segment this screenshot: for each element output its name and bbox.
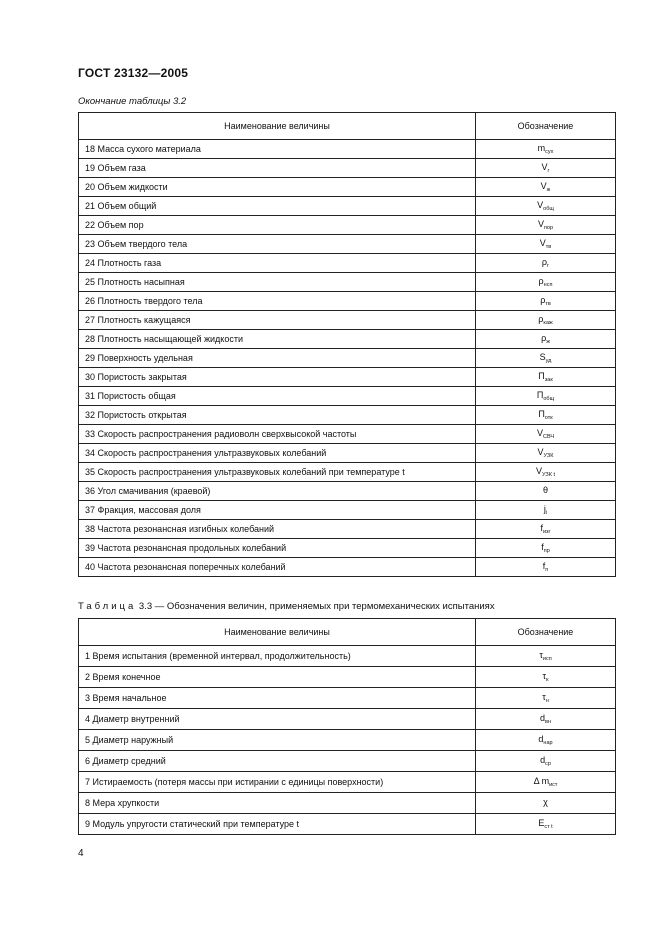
symbol-base: П [538,409,545,419]
quantity-symbol [476,558,616,577]
table1-caption: Окончание таблицы 3.2 [78,96,187,107]
symbol-subscript: уд [545,358,552,364]
table-row [79,197,616,216]
quantity-name: 5 Диаметр наружный [79,730,476,751]
quantity-symbol [476,159,616,178]
symbol-base: V [536,466,543,476]
table-row [79,646,616,667]
symbol-subscript: ж [546,187,551,193]
quantity-name: 37 Фракция, массовая доля [79,501,476,520]
symbol-base: d [538,734,544,744]
symbol-subscript: н [545,698,549,704]
page-number: 4 [78,848,84,859]
symbol-subscript: ср [545,761,551,767]
symbol-base: V [537,219,544,229]
table-header-row [79,113,616,140]
symbol-subscript: отк [544,415,553,421]
symbols-table-3-2 [78,112,616,577]
symbol-base: d [540,755,546,765]
symbol-base: χ [543,797,548,807]
symbol-subscript: ст t [544,824,553,830]
table-row [79,667,616,688]
symbol-subscript: тв [545,244,552,250]
quantity-symbol [476,235,616,254]
quantity-symbol [476,273,616,292]
symbol-subscript: общ [543,396,555,402]
table-header-row [79,619,616,646]
symbol-base: Δ m [533,776,550,786]
table-row [79,814,616,835]
quantity-symbol [476,793,616,814]
symbol-subscript: нар [543,740,553,746]
quantity-name: 29 Поверхность удельная [79,349,476,368]
symbols-table-3-3 [78,618,616,835]
symbol-subscript: вн [545,719,551,725]
table-row [79,539,616,558]
symbol-subscript: СВЧ [542,434,555,440]
quantity-symbol [476,140,616,159]
symbol-base: τ [539,650,543,660]
quantity-name: 18 Масса сухого материала [79,140,476,159]
quantity-symbol [476,814,616,835]
quantity-symbol [476,311,616,330]
quantity-name: 3 Время начальное [79,688,476,709]
table-row [79,311,616,330]
symbol-subscript: i [545,510,548,516]
quantity-name: 31 Пористость общая [79,387,476,406]
quantity-symbol [476,667,616,688]
table-row [79,368,616,387]
quantity-symbol [476,387,616,406]
symbol-base: П [538,371,545,381]
symbol-subscript: зак [544,377,553,383]
quantity-name: 21 Объем общий [79,197,476,216]
symbol-subscript: исп [542,656,552,662]
table-row [79,235,616,254]
table-row [79,558,616,577]
quantity-name: 28 Плотность насыщающей жидкости [79,330,476,349]
quantity-symbol [476,349,616,368]
quantity-name: 22 Объем пор [79,216,476,235]
symbol-base: E [538,818,545,828]
table-row [79,793,616,814]
table-row [79,520,616,539]
quantity-name: 1 Время испытания (временной интервал, продолжительность) [79,646,476,667]
quantity-name: 25 Плотность насыпная [79,273,476,292]
quantity-name: 32 Пористость открытая [79,406,476,425]
quantity-name: 38 Частота резонансная изгибных колебаний [79,520,476,539]
table-row [79,216,616,235]
table-row [79,273,616,292]
quantity-symbol [476,292,616,311]
table-row [79,688,616,709]
quantity-name: 8 Мера хрупкости [79,793,476,814]
quantity-symbol [476,444,616,463]
quantity-name: 40 Частота резонансная поперечных колебаний [79,558,476,577]
symbol-subscript: сух [545,149,554,155]
table-row [79,159,616,178]
symbol-base: f [540,523,543,533]
symbol-base: V [541,162,548,172]
quantity-symbol [476,482,616,501]
quantity-symbol [476,254,616,273]
quantity-name: 6 Диаметр средний [79,751,476,772]
table2-caption [78,601,495,612]
symbol-base: ρ [538,276,544,286]
table-row [79,444,616,463]
symbol-base: d [540,713,546,723]
symbol-subscript: общ [543,206,554,212]
symbol-subscript: УЗК t [542,472,555,478]
quantity-symbol [476,463,616,482]
symbol-subscript: изг [542,529,551,535]
quantity-symbol [476,730,616,751]
symbol-base: ρ [540,295,546,305]
table-row [79,292,616,311]
document-title: ГОСТ 23132—2005 [78,66,189,80]
symbol-base: f [542,561,546,571]
table-row [79,254,616,273]
quantity-name: 33 Скорость распространения радиоволн сверхвысокой частоты [79,425,476,444]
symbol-base: f [541,542,544,552]
symbol-base: V [540,181,547,191]
quantity-name: 35 Скорость распространения ультразвуковых колебаний при температуре t [79,463,476,482]
symbol-base: m [537,143,546,153]
table-row [79,709,616,730]
table-row [79,772,616,793]
quantity-symbol [476,688,616,709]
quantity-name: 34 Скорость распространения ультразвуковых колебаний [79,444,476,463]
symbol-base: θ [542,485,548,495]
quantity-symbol [476,646,616,667]
quantity-name: 36 Угол смачивания (краевой) [79,482,476,501]
quantity-name: 7 Истираемость (потеря массы при истирании с единицы поверхности) [79,772,476,793]
quantity-symbol [476,368,616,387]
table-row [79,730,616,751]
quantity-name: 26 Плотность твердого тела [79,292,476,311]
quantity-symbol [476,520,616,539]
table-row [79,387,616,406]
symbol-subscript: п [545,567,549,573]
symbol-base: ρ [538,314,544,324]
quantity-symbol [476,751,616,772]
table-row [79,482,616,501]
quantity-symbol [476,178,616,197]
table2-caption-prefix: Таблица [78,601,137,612]
table-row [79,406,616,425]
symbol-subscript: ж [546,339,550,345]
symbol-base: П [536,390,544,400]
table-row [79,425,616,444]
quantity-name: 9 Модуль упругости статический при температуре t [79,814,476,835]
quantity-symbol [476,501,616,520]
symbol-base: τ [542,692,546,702]
quantity-name: 19 Объем газа [79,159,476,178]
quantity-symbol [476,539,616,558]
symbol-subscript: пор [543,225,554,231]
quantity-symbol [476,772,616,793]
quantity-name: 4 Диаметр внутренний [79,709,476,730]
symbol-base: V [536,428,543,438]
table-row [79,751,616,772]
quantity-symbol [476,406,616,425]
symbol-subscript: г [547,168,550,174]
column-header-name: Наименование величины [79,619,476,646]
table-row [79,463,616,482]
quantity-name: 2 Время конечное [79,667,476,688]
symbol-subscript: г [547,263,550,269]
symbol-base: S [539,352,546,362]
table-row [79,501,616,520]
table-row [79,349,616,368]
table-row [79,178,616,197]
quantity-symbol [476,197,616,216]
symbol-subscript: тв [545,301,551,307]
symbol-subscript: ист [549,782,558,788]
symbol-base: τ [542,671,547,681]
symbol-subscript: к [546,677,549,683]
quantity-name: 27 Плотность кажущаяся [79,311,476,330]
column-header-name: Наименование величины [79,113,476,140]
table2-caption-rest: 3.3 — Обозначения величин, применяемых при термомеханических испытаниях [138,601,495,612]
quantity-name: 39 Частота резонансная продольных колебаний [79,539,476,558]
table-row [79,330,616,349]
symbol-base: ρ [541,257,548,267]
symbol-subscript: УЗК [543,453,554,459]
symbol-base: j [543,504,546,514]
symbol-subscript: нсп [543,282,553,288]
symbol-subscript: пр [543,548,550,554]
symbol-subscript: каж [543,320,553,326]
quantity-symbol [476,216,616,235]
quantity-name: 23 Объем твердого тела [79,235,476,254]
column-header-symbol: Обозначение [476,619,616,646]
quantity-name: 24 Плотность газа [79,254,476,273]
table-row [79,140,616,159]
quantity-symbol [476,425,616,444]
quantity-symbol [476,330,616,349]
quantity-name: 30 Пористость закрытая [79,368,476,387]
quantity-symbol [476,709,616,730]
symbol-base: V [539,238,546,248]
column-header-symbol: Обозначение [476,113,616,140]
quantity-name: 20 Объем жидкости [79,178,476,197]
symbol-base: ρ [541,333,547,343]
symbol-base: V [537,447,544,457]
symbol-base: V [537,200,544,210]
